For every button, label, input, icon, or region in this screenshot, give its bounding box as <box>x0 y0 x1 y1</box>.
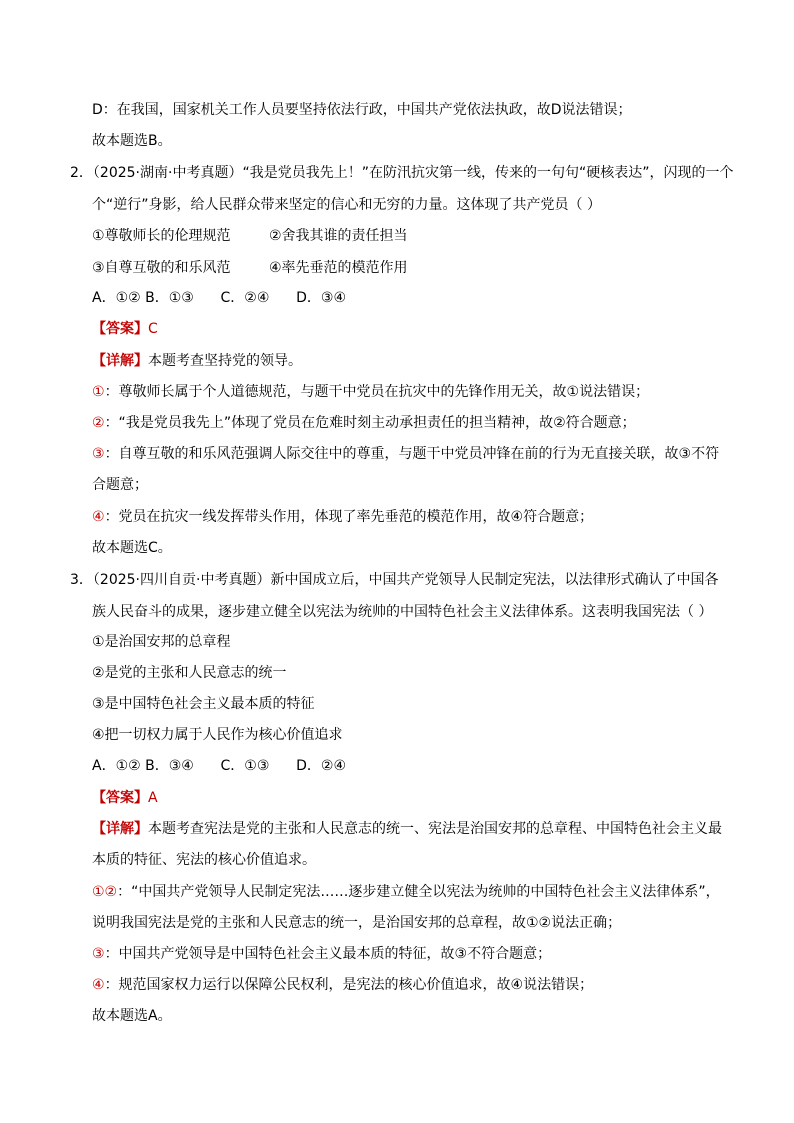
q2-exp-1-tag: ① <box>92 384 105 400</box>
q2-choices: A．①② B．①③ C．②④ D．③④ <box>92 290 346 306</box>
q3-explanation-4 <box>92 975 593 995</box>
q2-stem-text-1: （2025·湖南·中考真题）“我是党员我先上！”在防汛抗灾第一线，传来的一句句“硬核表达”，闪现的一个 <box>92 165 734 181</box>
q2-number: 2． <box>70 165 93 181</box>
q2-answer-value: C <box>148 321 158 337</box>
q3-detail <box>92 819 722 839</box>
q3-exp-4-tag: ④ <box>92 977 105 993</box>
q2-exp-1-text: ：尊敬师长属于个人道德规范，与题干中党员在抗灾中的先锋作用无关，故①说法错误； <box>104 384 650 400</box>
q3-answer <box>92 788 158 808</box>
q3-item-3: ③是中国特色社会主义最本质的特征 <box>92 696 315 712</box>
q2-exp-2-tag: ② <box>92 415 105 431</box>
q2-detail-label: 【详解】 <box>92 353 148 369</box>
q3-answer-value: A <box>148 790 158 806</box>
q2-item-4: ④率先垂范的模范作用 <box>269 260 408 276</box>
q2-exp-3-tag: ③ <box>92 446 105 462</box>
q2-explanation-3 <box>92 444 719 464</box>
q3-explanation-12 <box>92 882 720 902</box>
q2-exp-4-text: ：党员在抗灾一线发挥带头作用，体现了率先垂范的模范作用，故④符合题意； <box>104 509 594 525</box>
q3-stem-line-2: 族人民奋斗的成果，逐步建立健全以宪法为统帅的中国特色社会主义法律体系。这表明我国宪法（ ） <box>92 604 713 620</box>
q3-explanation-12-cont: 说明我国宪法是党的主张和人民意志的统一，是治国安邦的总章程，故①②说法正确； <box>92 915 622 931</box>
q3-choices: A．①② B．③④ C．①③ D．②④ <box>92 758 346 774</box>
q3-stem-line-1 <box>70 570 718 590</box>
q2-exp-2-text: ：“我是党员我先上”体现了党员在危难时刻主动承担责任的担当精神，故②符合题意； <box>104 415 636 431</box>
q2-item-2: ②舍我其谁的责任担当 <box>269 228 408 244</box>
q3-exp-12-tag: ①② <box>92 884 118 900</box>
q3-exp-3-text: ：中国共产党领导是中国特色社会主义最本质的特征，故③不符合题意； <box>104 946 552 962</box>
q3-number: 3． <box>70 572 93 588</box>
q2-answer-label: 【答案】 <box>92 321 148 337</box>
q2-item-1: ①尊敬师长的伦理规范 <box>92 228 231 244</box>
q3-item-1: ①是治国安邦的总章程 <box>92 634 231 650</box>
q2-exp-4-tag: ④ <box>92 509 105 525</box>
q2-stem-line-2: 个“逆行”身影，给人民群众带来坚定的信心和无穷的力量。这体现了共产党员（ ） <box>92 197 601 213</box>
q3-detail-text-1: 本题考查宪法是党的主张和人民意志的统一、宪法是治国安邦的总章程、中国特色社会主义最 <box>148 821 722 837</box>
q3-explanation-3 <box>92 944 551 964</box>
q2-explanation-1 <box>92 382 649 402</box>
q3-detail-label: 【详解】 <box>92 821 148 837</box>
q3-item-2: ②是党的主张和人民意志的统一 <box>92 665 287 681</box>
q2-explanation-4 <box>92 507 593 527</box>
q3-final-answer: 故本题选A。 <box>92 1008 172 1024</box>
q3-stem-text-1: （2025·四川自贡·中考真题）新中国成立后，中国共产党领导人民制定宪法，以法律形式确认了中国各 <box>92 572 719 588</box>
q3-detail-cont: 本质的特征、宪法的核心价值追求。 <box>92 852 316 868</box>
q2-answer <box>92 319 158 339</box>
q2-explanation-3-cont: 合题意； <box>92 477 148 493</box>
q2-stem-line-1 <box>70 163 733 183</box>
q2-detail <box>92 351 302 371</box>
q2-exp-3-text: ：自尊互敬的和乐风范强调人际交往中的尊重，与题干中党员冲锋在前的行为无直接关联，故③不符 <box>104 446 720 462</box>
q3-exp-4-text: ：规范国家权力运行以保障公民权利，是宪法的核心价值追求，故④说法错误； <box>104 977 594 993</box>
q3-answer-label: 【答案】 <box>92 790 148 806</box>
prev-final-answer: 故本题选B。 <box>92 133 172 149</box>
q2-explanation-2 <box>92 413 636 433</box>
q2-detail-text: 本题考查坚持党的领导。 <box>148 353 302 369</box>
q3-item-4: ④把一切权力属于人民作为核心价值追求 <box>92 727 343 743</box>
q2-item-3: ③自尊互敬的和乐风范 <box>92 260 231 276</box>
prev-explanation-d: D：在我国，国家机关工作人员要坚持依法行政，中国共产党依法执政，故D说法错误； <box>92 102 632 118</box>
q3-exp-12-text: ：“中国共产党领导人民制定宪法……逐步建立健全以宪法为统帅的中国特色社会主义法律体系”， <box>117 884 720 900</box>
q2-final-answer: 故本题选C。 <box>92 540 172 556</box>
q3-exp-3-tag: ③ <box>92 946 105 962</box>
